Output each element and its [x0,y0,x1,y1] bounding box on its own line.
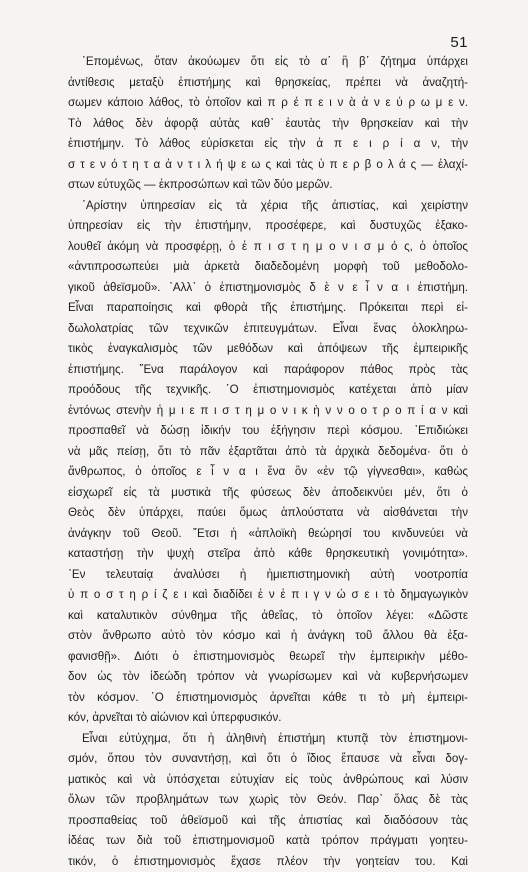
text-line: νὰ μᾶς πείσῃ, ὅτι τὸ πᾶν ἐξαρτᾶται ἀπὸ τὰ ἀρχικὰ δεδομένα· ὅτι ὁ [68,442,468,463]
text-line: τικὸς ἐναγκαλισμὸς τῶν μεθόδων καὶ ἀπόψεων τῆς ἐμπειρικῆς [68,339,468,360]
text-line: σ τ ε ν ό τ η τ α ἀ ν τ ι λ ή ψ ε ω ς καὶ τὰς ὑ π ε ρ β ο λ ά ς — ἐλαχί- [68,155,468,176]
text-line: σμόν, ὅπου τὸν συναντήσῃ, καὶ ὅτι ὁ ἴδιος ἔπαυσε νὰ εἶναι δογ- [68,749,468,770]
text-line: ὑ π ο σ τ η ρ ί ζ ε ι καὶ διαδίδει ἐ ν ἐ π ι γ ν ώ σ ε ι τὸ δημαγωγικὸν [68,585,468,606]
body-text [68,52,468,872]
text-line: τὸν κόσμον. ῾Ο ἐπιστημονισμὸς ἀρνεῖται κάθε τι τὸ μὴ ἐμπειρι- [68,688,468,709]
text-line: προόδους τῆς τεχνικῆς. ῾Ο ἐπιστημονισμὸς κατέχεται ἀπὸ μίαν [68,380,468,401]
text-line: ῾Επομένως, ὅταν ἀκούωμεν ὅτι εἰς τὸ α΄ ἢ β΄ ζήτημα ὑπάρχει [68,52,468,73]
text-line: καὶ καταλυτικὸν σύνθημα τῆς ἀθεΐας, τὸ ὁποῖον λέγει: «Δῶστε [68,606,468,627]
text-line: κόν, ἀρνεῖται τὸ αἰώνιον καὶ ὑπερφυσικόν. [68,708,468,729]
text-line: ᾽Εν τελευταίᾳ ἀναλύσει ἡ ἡμιεπιστημονικὴ αὐτὴ νοοτροπία [68,565,468,586]
text-line: ἰδέας των διὰ τοῦ ἐπιστημονισμοῦ κατὰ τρόπον πράγματι γοητευ- [68,831,468,852]
text-line: ἐντόνως στενὴν ἡ μ ι ε π ι σ τ η μ ο ν ι κ ὴ ν ν ο ο τ ρ ο π ί α ν καὶ [68,401,468,422]
text-line: προσπαθεῖ νὰ δώσῃ ἰδικήν του ἐξήγησιν περὶ κόσμου. ᾽Επιδιώκει [68,421,468,442]
text-line: Θεὸς δὲν ὑπάρχει, παύει ὅμως ἁπλούστατα νὰ αἰσθάνεται τὴν [68,503,468,524]
text-line: ᾽Αρίστην ὑπηρεσίαν εἰς τὰ χέρια τῆς ἀπιστίας, καὶ χειρίστην [68,196,468,217]
text-line: ἐπιστήμην. Τὸ λάθος εὑρίσκεται εἰς τὴν ἀ π ε ι ρ ί α ν, τὴν [68,134,468,155]
text-line: δον ὡς τὸν ἰδεώδη τρόπον νὰ γνωρίσωμεν καὶ νὰ κυβερνήσωμεν [68,667,468,688]
text-line: στὸν ἄνθρωπο αὐτὸ τὸν κόσμο καὶ ἡ ἀνάγκη τοῦ ἄλλου θὰ ἐξα- [68,626,468,647]
text-line: Εἶναι παραποίησις καὶ φθορὰ τῆς ἐπιστήμης. Πρόκειται περὶ εἰ- [68,298,468,319]
text-line: λουθεῖ ἀκόμη νὰ προσφέρῃ, ὁ ἐ π ι σ τ η μ ο ν ι σ μ ό ς, ὁ ὁποῖος [68,237,468,258]
paragraph-1 [68,52,468,196]
text-line: φανισθῇ». Διότι ὁ ἐπιστημονισμὸς θεωρεῖ τὴν ἐμπειρικὴν μέθο- [68,647,468,668]
text-line: σωμεν κάποιο λάθος, τὸ ὁποῖον καὶ π ρ έ π ε ι ν ὰ ἀ ν ε ύ ρ ω μ ε ν. [68,93,468,114]
text-line: στων εὐτυχῶς — ἐκπροσώπων καὶ τῶν δύο μερῶν. [68,175,468,196]
text-line: καταστήσῃ τὴν ψυχὴ στεῖρα ἀπὸ κάθε θρησκευτικὴ γονιμότητα». [68,544,468,565]
paragraph-2 [68,196,468,729]
text-line: εἰσχωρεῖ εἰς τὰ μυστικὰ τῆς φύσεως δὲν ἀποδεικνύει μέν, ὅτι ὁ [68,483,468,504]
page-number: 51 [450,34,468,52]
text-line: γικοῦ ἀθεϊσμοῦ». ᾽Αλλ᾽ ὁ ἐπιστημονισμὸς δ ὲ ν ε ἶ ν α ι ἐπιστήμη. [68,278,468,299]
text-line: ἐπιστήμης. ῞Ενα παράλογον καὶ παράφορον πάθος πρὸς τὰς [68,360,468,381]
text-line: τικόν, ὁ ἐπιστημονισμὸς ἔχασε πλέον τὴν γοητείαν του. Καὶ [68,852,468,872]
text-line: ἀνάγκην τοῦ Θεοῦ. ῎Ετσι ἡ «ἁπλοϊκὴ θεώρησί του κινδυνεύει νὰ [68,524,468,545]
text-line: Εἶναι εὐτύχημα, ὅτι ἡ ἀληθινὴ ἐπιστήμη κτυπᾷ τὸν ἐπιστημονι- [68,729,468,750]
text-line: ἄνθρωπος, ὁ ὁποῖος ε ἶ ν α ι ἕνα ὂν «ἐν τῷ γίγνεσθαι», καθὼς [68,462,468,483]
text-line: ματικὸς καὶ νὰ ὑπόσχεται εὐτυχίαν εἰς τοὺς ἀνθρώπους καὶ λύσιν [68,770,468,791]
text-line: «ἀντιπροσωπεύει μιὰ ἀρκετὰ διαδεδομένη μορφὴ τοῦ μεθοδολο- [68,257,468,278]
text-line: Τὸ λάθος δὲν ἀφορᾷ αὐτὰς καθ᾽ ἑαυτὰς τὴν θρησκείαν καὶ τὴν [68,114,468,135]
text-line: ὑπηρεσίαν εἰς τὴν ἐπιστήμην, προσέφερε, καὶ δυστυχῶς ἐξακο- [68,216,468,237]
text-line: δωλολατρίας τῶν τεχνικῶν ἐπιτευγμάτων. Εἶναι ἕνας ὁλοκληρω- [68,319,468,340]
text-line: ἀντίθεσις μεταξὺ ἐπιστήμης καὶ θρησκείας, πρέπει νὰ ἀναζητή- [68,73,468,94]
text-line: προσπαθείας τοῦ ἀθεϊσμοῦ καὶ τῆς ἀπιστίας καὶ διαδόσουν τὰς [68,811,468,832]
paragraph-3 [68,729,468,872]
text-line: ὅλων τῶν προβλημάτων των χωρὶς τὸν Θεόν. Παρ᾽ ὅλας δὲ τὰς [68,790,468,811]
